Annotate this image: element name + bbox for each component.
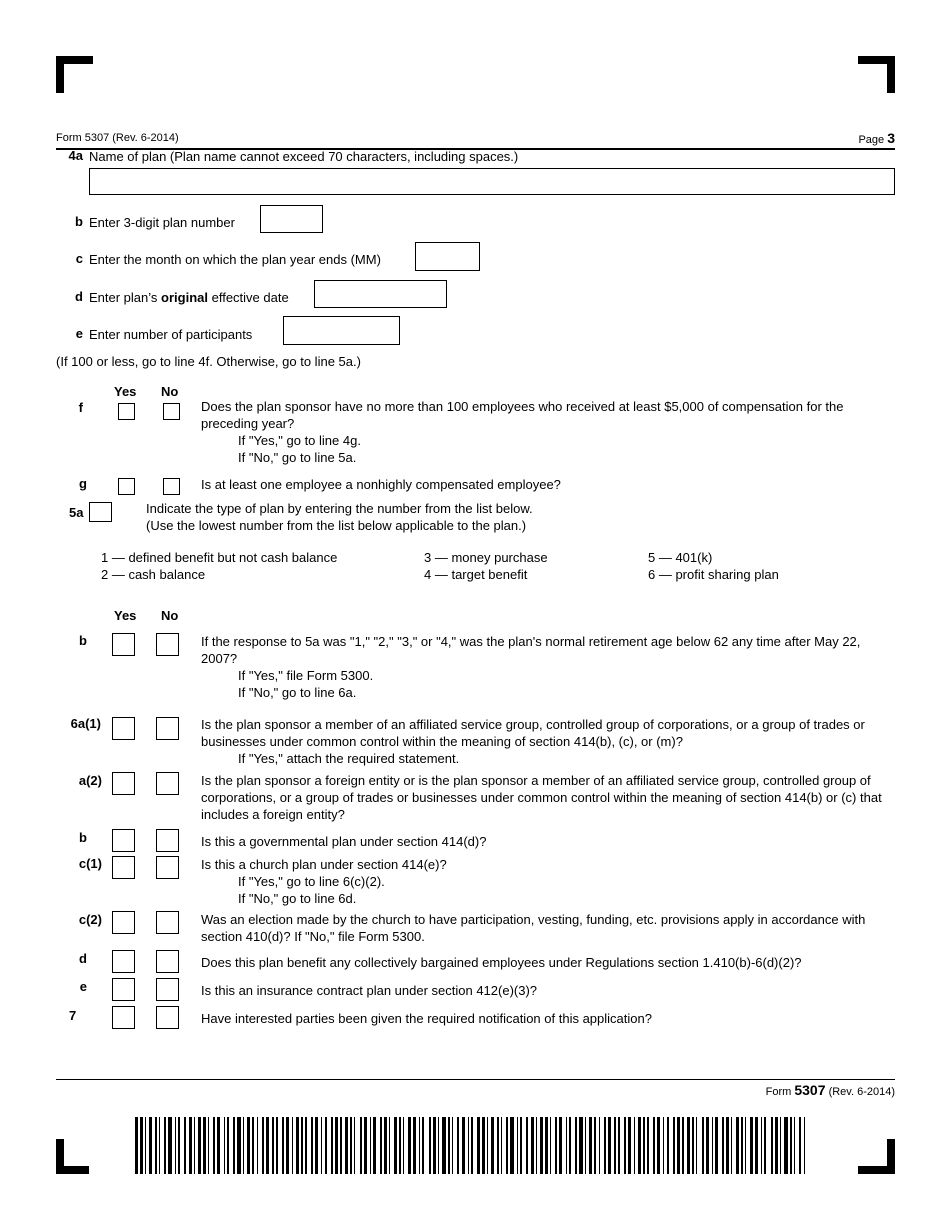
plan-type-option-2: 2 — cash balance <box>101 567 206 582</box>
line-4b-label: Enter 3-digit plan number <box>89 215 235 230</box>
barcode-bar <box>638 1117 641 1174</box>
line-4e-number: e <box>75 326 83 341</box>
barcode-bar <box>468 1117 469 1174</box>
barcode-bar <box>217 1117 220 1174</box>
barcode-bar <box>457 1117 459 1174</box>
barcode-bar <box>706 1117 709 1174</box>
barcode-bar <box>624 1117 626 1174</box>
barcode-bar <box>692 1117 694 1174</box>
line-6e-no-checkbox[interactable] <box>156 978 179 1001</box>
barcode-bar <box>575 1117 577 1174</box>
barcode-bar <box>667 1117 669 1174</box>
line-4g-question: Is at least one employee a nonhighly compensated employee? <box>201 477 561 492</box>
barcode-bar <box>262 1117 264 1174</box>
barcode-bar <box>526 1117 528 1174</box>
barcode-bar <box>243 1117 244 1174</box>
footer-form-id: Form 5307 (Rev. 6-2014) <box>765 1082 895 1098</box>
barcode-bar <box>224 1117 225 1174</box>
line-6a1-question: Is the plan sponsor a member of an affiliated service group, controlled group of corporations, or a group of trades or businesses under common control within the meaning of section 414(b), (c), or (m)? If "Yes," attach the required statement. <box>201 717 865 766</box>
barcode-bar <box>673 1117 675 1174</box>
barcode-bar <box>726 1117 729 1174</box>
barcode-bar <box>780 1117 781 1174</box>
barcode-bar <box>276 1117 278 1174</box>
line-7-number: 7 <box>69 1008 77 1023</box>
line-4f-no-checkbox[interactable] <box>163 403 180 420</box>
barcode-bar <box>520 1117 522 1174</box>
barcode-bar <box>677 1117 680 1174</box>
line-4c-number: c <box>75 251 83 266</box>
line-7-question: Have interested parties been given the required notification of this application? <box>201 1011 652 1026</box>
barcode-bar <box>311 1117 313 1174</box>
barcode-bar <box>384 1117 387 1174</box>
plan-year-end-month-input[interactable] <box>415 242 480 271</box>
barcode-bar <box>305 1117 307 1174</box>
line-4g-yes-checkbox[interactable] <box>118 478 135 495</box>
barcode-bar <box>331 1117 333 1174</box>
barcode-bar <box>477 1117 480 1174</box>
line-4f-yes-checkbox[interactable] <box>118 403 135 420</box>
barcode-bar <box>213 1117 215 1174</box>
line-6c2-no-checkbox[interactable] <box>156 911 179 934</box>
line-4b-number: b <box>75 214 83 229</box>
barcode-bar <box>394 1117 397 1174</box>
barcode-bar <box>647 1117 649 1174</box>
barcode-bar <box>462 1117 465 1174</box>
line-6b-yes-checkbox[interactable] <box>112 829 135 852</box>
barcode-bar <box>715 1117 718 1174</box>
barcode-bar <box>389 1117 390 1174</box>
line-6a1-yes-checkbox[interactable] <box>112 717 135 740</box>
plan-name-input[interactable] <box>89 168 895 195</box>
barcode-bar <box>550 1117 551 1174</box>
line-6c1-number: c(1) <box>78 856 102 871</box>
yes-column-header-2: Yes <box>114 608 137 623</box>
barcode-bar <box>296 1117 299 1174</box>
barcode-bar <box>252 1117 254 1174</box>
barcode-bar <box>452 1117 453 1174</box>
barcode-bar <box>370 1117 371 1174</box>
line-6d-question: Does this plan benefit any collectively bargained employees under Regulations section 1.410(b)-6(d)(2)? <box>201 955 802 970</box>
barcode-bar <box>340 1117 342 1174</box>
barcode-bar <box>408 1117 411 1174</box>
barcode-bar <box>482 1117 485 1174</box>
barcode-bar <box>194 1117 195 1174</box>
barcode-bar <box>438 1117 439 1174</box>
barcode-bar <box>315 1117 318 1174</box>
barcode-bar <box>237 1117 241 1174</box>
barcode-bar <box>579 1117 583 1174</box>
barcode-bar <box>696 1117 697 1174</box>
line-6a2-yes-checkbox[interactable] <box>112 772 135 795</box>
barcode-bar <box>135 1117 138 1174</box>
barcode-bar <box>750 1117 753 1174</box>
line-4d-number: d <box>75 289 83 304</box>
barcode-bar <box>403 1117 404 1174</box>
line-6c1-question: Is this a church plan under section 414(e)? If "Yes," go to line 6(c)(2). If "No," go to line 6d. <box>201 857 447 906</box>
participants-input[interactable] <box>283 316 400 345</box>
plan-type-option-1: 1 — defined benefit but not cash balance <box>101 550 338 565</box>
line-5b-yes-checkbox[interactable] <box>112 633 135 656</box>
barcode-bar <box>517 1117 518 1174</box>
barcode-bar <box>266 1117 269 1174</box>
line-6c2-question: Was an election made by the church to have participation, vesting, funding, etc. provisions apply in accordance with section 410(d)? If "No," file Form 5300. <box>201 912 866 944</box>
line-6c1-no-checkbox[interactable] <box>156 856 179 879</box>
original-effective-date-input[interactable] <box>314 280 447 308</box>
barcode-bar <box>487 1117 488 1174</box>
barcode-bar <box>471 1117 473 1174</box>
barcode-bar <box>510 1117 514 1174</box>
line-5b-no-checkbox[interactable] <box>156 633 179 656</box>
form-revision: Form 5307 (Rev. 6-2014) <box>56 132 179 144</box>
barcode-bar <box>354 1117 355 1174</box>
barcode-bar <box>790 1117 792 1174</box>
line-4c-label: Enter the month on which the plan year ends (MM) <box>89 252 381 267</box>
line-4f-question: Does the plan sponsor have no more than 100 employees who received at least $5,000 of compensation for the preceding year? If "Yes," go to line 4g. If "No," go to line 5a. <box>201 399 844 465</box>
barcode-bar <box>501 1117 502 1174</box>
barcode-bar <box>175 1117 176 1174</box>
line-6a1-number: 6a(1) <box>70 716 101 731</box>
barcode-bar <box>159 1117 160 1174</box>
barcode-bar <box>585 1117 586 1174</box>
barcode-bar <box>794 1117 795 1174</box>
barcode-bar <box>155 1117 157 1174</box>
barcode-bar <box>429 1117 431 1174</box>
barcode-bar <box>614 1117 616 1174</box>
line-4g-no-checkbox[interactable] <box>163 478 180 495</box>
barcode-bar <box>643 1117 645 1174</box>
line-4e-label: Enter number of participants <box>89 327 253 342</box>
barcode-bar <box>761 1117 762 1174</box>
barcode-bar <box>321 1117 322 1174</box>
line-5a-number: 5a <box>69 505 84 520</box>
barcode-bar <box>325 1117 327 1174</box>
barcode-bar <box>168 1117 172 1174</box>
barcode-bar <box>149 1117 152 1174</box>
footer-rule <box>56 1079 895 1080</box>
barcode-bar <box>145 1117 146 1174</box>
line-6a2-no-checkbox[interactable] <box>156 772 179 795</box>
barcode-bar <box>442 1117 446 1174</box>
barcode-bar <box>555 1117 557 1174</box>
barcode-bar <box>233 1117 235 1174</box>
barcode-bar <box>140 1117 143 1174</box>
barcode-bar <box>364 1117 367 1174</box>
plan-type-option-3: 3 — money purchase <box>424 550 548 565</box>
line-6d-yes-checkbox[interactable] <box>112 950 135 973</box>
barcode-bar <box>702 1117 704 1174</box>
line-4a-label: Name of plan (Plan name cannot exceed 70 characters, including spaces.) <box>89 149 519 164</box>
line-5a-instruction: Indicate the type of plan by entering the number from the list below. (Use the lowest number from the list below applicable to the plan.) <box>146 501 533 533</box>
barcode-icon <box>135 1117 805 1174</box>
line-6b-question: Is this a governmental plan under section 414(d)? <box>201 834 487 849</box>
line-6e-number: e <box>79 979 87 994</box>
line-6c1-yes-checkbox[interactable] <box>112 856 135 879</box>
barcode-bar <box>491 1117 494 1174</box>
barcode-bar <box>422 1117 424 1174</box>
barcode-bar <box>657 1117 660 1174</box>
plan-type-option-4: 4 — target benefit <box>424 567 528 582</box>
barcode-bar <box>536 1117 537 1174</box>
barcode-bar <box>589 1117 592 1174</box>
barcode-bar <box>745 1117 746 1174</box>
barcode-bar <box>594 1117 596 1174</box>
barcode-bar <box>360 1117 362 1174</box>
line-7-no-checkbox[interactable] <box>156 1006 179 1029</box>
line-6b-no-checkbox[interactable] <box>156 829 179 852</box>
plan-number-input[interactable] <box>260 205 323 233</box>
barcode-bar <box>350 1117 352 1174</box>
barcode-bar <box>712 1117 713 1174</box>
line-6a2-number: a(2) <box>78 773 102 788</box>
page-number: Page 3 <box>858 130 895 146</box>
barcode-bar <box>413 1117 416 1174</box>
barcode-bar <box>634 1117 635 1174</box>
line-6c2-yes-checkbox[interactable] <box>112 911 135 934</box>
barcode-bar <box>540 1117 543 1174</box>
line-6a2-question: Is the plan sponsor a foreign entity or is the plan sponsor a member of an affiliated service group, controlled group of corporations, or a group of trades or businesses under common control within the meaning of section 414(b) or (c) that includes a foreign entity? <box>201 773 882 822</box>
barcode-bar <box>653 1117 655 1174</box>
barcode-bar <box>559 1117 562 1174</box>
barcode-bar <box>335 1117 338 1174</box>
plan-type-option-5: 5 — 401(k) <box>648 550 713 565</box>
barcode-bar <box>755 1117 758 1174</box>
barcode-bar <box>687 1117 690 1174</box>
barcode-bar <box>227 1117 229 1174</box>
barcode-bar <box>198 1117 201 1174</box>
line-4d-label: Enter plan’s original effective date <box>89 290 289 305</box>
line-5b-number: b <box>79 633 87 648</box>
barcode-bar <box>373 1117 376 1174</box>
barcode-bar <box>628 1117 631 1174</box>
line-6d-number: d <box>79 951 87 966</box>
no-column-header-2: No <box>161 608 179 623</box>
barcode-bar <box>506 1117 508 1174</box>
barcode-bar <box>784 1117 788 1174</box>
line-7-yes-checkbox[interactable] <box>112 1006 135 1029</box>
barcode-bar <box>184 1117 186 1174</box>
barcode-bar <box>682 1117 684 1174</box>
barcode-bar <box>178 1117 180 1174</box>
barcode-bar <box>764 1117 766 1174</box>
barcode-bar <box>282 1117 284 1174</box>
barcode-bar <box>399 1117 401 1174</box>
barcode-bar <box>618 1117 620 1174</box>
barcode-bar <box>345 1117 348 1174</box>
barcode-bar <box>741 1117 743 1174</box>
barcode-bar <box>775 1117 778 1174</box>
barcode-bar <box>208 1117 209 1174</box>
barcode-bar <box>448 1117 450 1174</box>
barcode-bar <box>722 1117 724 1174</box>
barcode-bar <box>569 1117 571 1174</box>
line-4a-number: 4a <box>68 148 83 163</box>
no-column-header: No <box>161 384 179 399</box>
barcode-bar <box>292 1117 293 1174</box>
barcode-bar <box>804 1117 805 1174</box>
line-6b-number: b <box>79 830 87 845</box>
barcode-bar <box>247 1117 250 1174</box>
barcode-bar <box>736 1117 739 1174</box>
plan-type-option-6: 6 — profit sharing plan <box>648 567 779 582</box>
line-4g-number: g <box>79 476 87 491</box>
yes-column-header: Yes <box>114 384 137 399</box>
line-4f-number: f <box>78 400 83 415</box>
barcode-bar <box>608 1117 611 1174</box>
barcode-bar <box>257 1117 258 1174</box>
barcode-bar <box>189 1117 192 1174</box>
barcode-bar <box>497 1117 499 1174</box>
barcode-bar <box>433 1117 436 1174</box>
barcode-bar <box>799 1117 801 1174</box>
barcode-bar <box>604 1117 606 1174</box>
plan-type-input[interactable] <box>89 502 112 522</box>
barcode-bar <box>731 1117 732 1174</box>
barcode-bar <box>286 1117 289 1174</box>
line-6e-yes-checkbox[interactable] <box>112 978 135 1001</box>
line-6a1-no-checkbox[interactable] <box>156 717 179 740</box>
barcode-bar <box>380 1117 382 1174</box>
barcode-bar <box>771 1117 773 1174</box>
barcode-bar <box>599 1117 600 1174</box>
barcode-bar <box>301 1117 303 1174</box>
line-6c2-number: c(2) <box>78 912 102 927</box>
barcode-bar <box>531 1117 534 1174</box>
line-6d-no-checkbox[interactable] <box>156 950 179 973</box>
barcode-bar <box>566 1117 567 1174</box>
line-6e-question: Is this an insurance contract plan under section 412(e)(3)? <box>201 983 538 998</box>
barcode-bar <box>203 1117 206 1174</box>
barcode-bar <box>419 1117 420 1174</box>
barcode-bar <box>663 1117 664 1174</box>
barcode-bar <box>164 1117 166 1174</box>
line-5b-question: If the response to 5a was "1," "2," "3," or "4," was the plan's normal retirement age below 62 any time after May 22, 2007? If "Yes," file Form 5300. If "No," go to line 6a. <box>201 634 861 700</box>
line-4e-instruction: (If 100 or less, go to line 4f. Otherwise, go to line 5a.) <box>56 354 361 369</box>
barcode-bar <box>272 1117 274 1174</box>
barcode-bar <box>545 1117 548 1174</box>
